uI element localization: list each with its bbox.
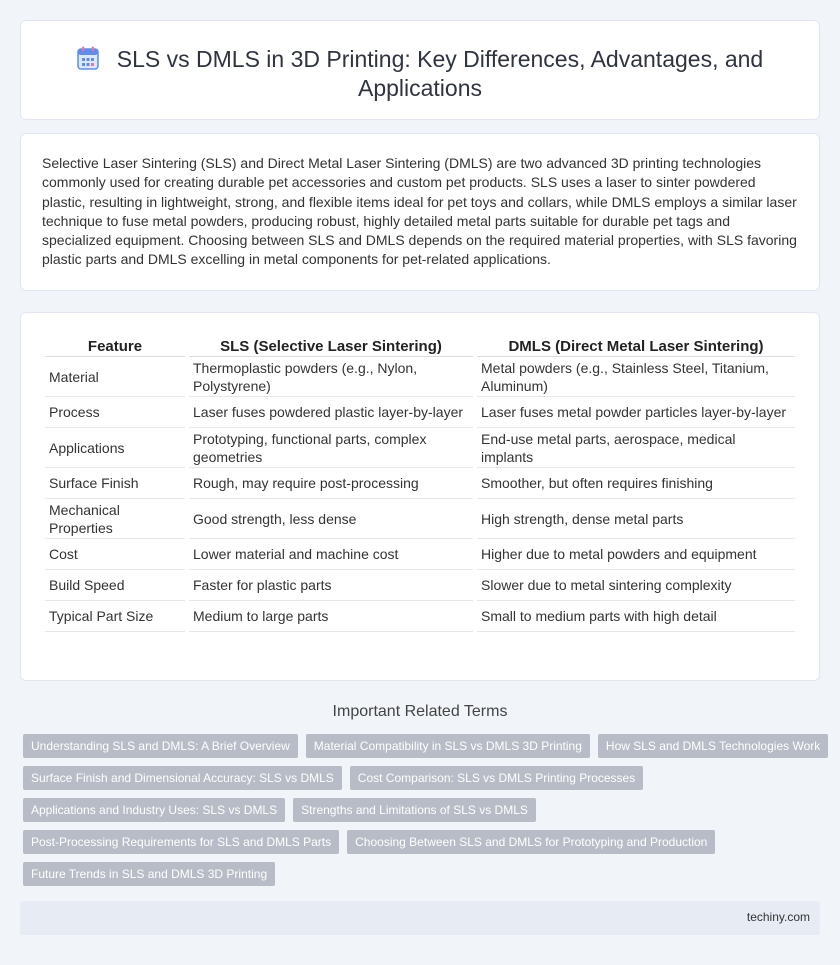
tag-row	[23, 830, 823, 854]
tag-row	[23, 766, 823, 790]
table-row	[45, 539, 795, 570]
table-row	[45, 397, 795, 428]
related-tag[interactable]: How SLS and DMLS Technologies Work	[598, 734, 828, 758]
page-title: SLS vs DMLS in 3D Printing: Key Differences, Advantages, and Applications	[116, 46, 764, 101]
feature-cell: Applications	[45, 428, 185, 468]
related-terms-tags	[23, 734, 823, 894]
feature-cell: Mechanical Properties	[45, 499, 185, 539]
footer	[20, 901, 820, 935]
intro-paragraph: Selective Laser Sintering (SLS) and Direct Metal Laser Sintering (DMLS) are two advanced 3D printing technologies commonly used for creating durable pet accessories and custom pet products. SLS uses a laser to sinter powdered plastic, resulting in lightweight, strong, and flexible items ideal for pet toys and collars, while DMLS employs a similar laser technique to fuse metal powders, producing robust, highly detailed metal parts suitable for durable pet tags and specialized equipment. Choosing between SLS and DMLS depends on the required material properties, with SLS favoring plastic parts and DMLS excelling in metal components for pet-related applications.	[42, 155, 797, 268]
related-tag[interactable]: Post-Processing Requirements for SLS and DMLS Parts	[23, 830, 339, 854]
dmls-cell: Slower due to metal sintering complexity	[477, 570, 795, 601]
related-terms-title: Important Related Terms	[332, 703, 508, 720]
header-sls: SLS (Selective Laser Sintering)	[189, 333, 473, 357]
feature-cell: Process	[45, 397, 185, 428]
table-row	[45, 468, 795, 499]
dmls-cell: End-use metal parts, aerospace, medical implants	[477, 428, 795, 468]
related-tag[interactable]: Material Compatibility in SLS vs DMLS 3D Printing	[306, 734, 590, 758]
tag-row	[23, 862, 823, 886]
page-title-wrap	[21, 45, 819, 103]
sls-cell: Faster for plastic parts	[189, 570, 473, 601]
table-row	[45, 357, 795, 397]
feature-cell: Surface Finish	[45, 468, 185, 499]
related-tag[interactable]: Understanding SLS and DMLS: A Brief Overview	[23, 734, 298, 758]
table-row	[45, 428, 795, 468]
tag-row	[23, 798, 823, 822]
header-feature: Feature	[45, 333, 185, 357]
dmls-cell: Smoother, but often requires finishing	[477, 468, 795, 499]
table-row	[45, 601, 795, 632]
dmls-cell: High strength, dense metal parts	[477, 499, 795, 539]
dmls-cell: Metal powders (e.g., Stainless Steel, Titanium, Aluminum)	[477, 357, 795, 397]
footer-site-link[interactable]: techiny.com	[746, 910, 810, 924]
header-dmls: DMLS (Direct Metal Laser Sintering)	[477, 333, 795, 357]
tag-row	[23, 734, 823, 758]
dmls-cell: Laser fuses metal powder particles layer-by-layer	[477, 397, 795, 428]
table-row	[45, 499, 795, 539]
sls-cell: Laser fuses powdered plastic layer-by-layer	[189, 397, 473, 428]
sls-cell: Rough, may require post-processing	[189, 468, 473, 499]
sls-cell: Good strength, less dense	[189, 499, 473, 539]
sls-cell: Medium to large parts	[189, 601, 473, 632]
table-header-row	[45, 333, 795, 357]
dmls-cell: Higher due to metal powders and equipment	[477, 539, 795, 570]
dmls-cell: Small to medium parts with high detail	[477, 601, 795, 632]
related-tag[interactable]: Future Trends in SLS and DMLS 3D Printing	[23, 862, 275, 886]
feature-cell: Material	[45, 357, 185, 397]
comparison-table-card	[20, 312, 820, 681]
related-tag[interactable]: Strengths and Limitations of SLS vs DMLS	[293, 798, 536, 822]
feature-cell: Typical Part Size	[45, 601, 185, 632]
calendar-icon	[77, 46, 99, 70]
sls-cell: Prototyping, functional parts, complex geometries	[189, 428, 473, 468]
comparison-table	[41, 333, 799, 632]
sls-cell: Lower material and machine cost	[189, 539, 473, 570]
related-tag[interactable]: Choosing Between SLS and DMLS for Prototyping and Production	[347, 830, 715, 854]
sls-cell: Thermoplastic powders (e.g., Nylon, Polystyrene)	[189, 357, 473, 397]
feature-cell: Cost	[45, 539, 185, 570]
table-row	[45, 570, 795, 601]
related-tag[interactable]: Cost Comparison: SLS vs DMLS Printing Processes	[350, 766, 643, 790]
related-tag[interactable]: Surface Finish and Dimensional Accuracy: SLS vs DMLS	[23, 766, 342, 790]
feature-cell: Build Speed	[45, 570, 185, 601]
header-card	[20, 20, 820, 120]
intro-card	[20, 133, 820, 291]
related-tag[interactable]: Applications and Industry Uses: SLS vs DMLS	[23, 798, 285, 822]
